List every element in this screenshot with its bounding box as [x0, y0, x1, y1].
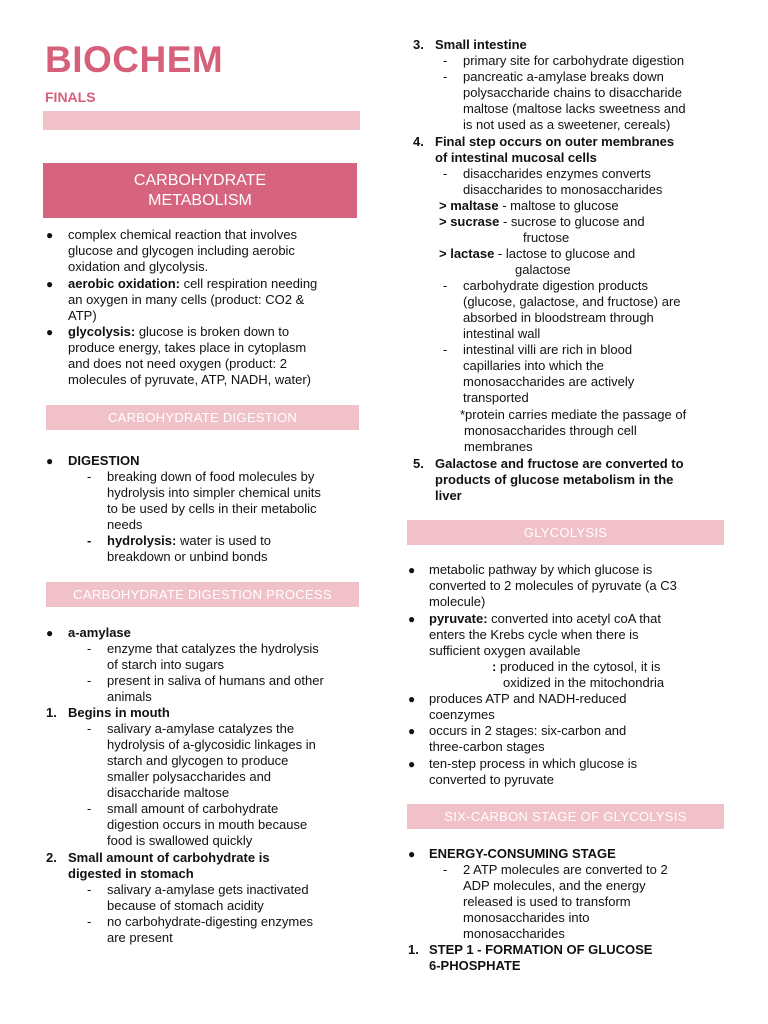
list-heading-amylase: a-amylase [68, 625, 131, 640]
dash-marker: - [87, 721, 92, 736]
section-heading-carbohydrate-digestion: CARBOHYDRATE DIGESTION [46, 405, 359, 430]
bullet-marker: ● [408, 692, 416, 706]
section-heading-line: CARBOHYDRATE [133, 171, 267, 189]
dash-marker: - [443, 862, 448, 877]
number-marker: 3. [413, 37, 424, 52]
list-item: present in saliva of humans and other animals [107, 673, 324, 704]
note: *protein carries mediate the passage of monosaccharides through cell membranes [460, 407, 687, 454]
term: aerobic oxidation: [68, 276, 180, 291]
enzyme-sucrase: > sucrase - sucrose to glucose and [439, 214, 645, 229]
list-item: ten-step process in which glucose is converted to pyruvate [429, 756, 638, 787]
list-item: produces ATP and NADH-reduced coenzymes [429, 691, 627, 722]
bullet-marker: ● [408, 847, 416, 861]
number-marker: 5. [413, 456, 424, 471]
list-item: primary site for carbohydrate digestion [463, 53, 685, 68]
number-marker: 1. [408, 942, 419, 957]
list-item: no carbohydrate-digesting enzymes are present [107, 914, 313, 945]
list-item-continuation: : produced in the cytosol, it is [492, 659, 661, 674]
dash-marker: - [87, 801, 92, 816]
step-heading: Final step occurs on outer membranes of intestinal mucosal cells [435, 134, 675, 165]
list-item-continuation: oxidized in the mitochondria [503, 675, 665, 690]
list-item: carbohydrate digestion products (glucose, galactose, and fructose) are absorbed in bloodstream through intestinal wall [463, 278, 681, 341]
dash-marker: - [87, 469, 92, 484]
list-item: hydrolysis: water is used to breakdown or unbind bonds [107, 533, 272, 564]
bullet-marker: ● [408, 612, 416, 626]
list-item: complex chemical reaction that involves glucose and glycogen including aerobic oxidation and glycolysis. [68, 227, 298, 274]
dash-marker: - [87, 914, 92, 929]
decorative-bar [43, 111, 360, 130]
bullet-marker: ● [408, 563, 416, 577]
enzyme-lactase-cont: galactose [515, 262, 571, 277]
bullet-marker: ● [46, 277, 54, 291]
term: glycolysis: [68, 324, 136, 339]
dash-marker: - [87, 533, 92, 548]
list-item: metabolic pathway by which glucose is converted to 2 molecules of pyruvate (a C3 molecule) [429, 562, 677, 609]
number-marker: 2. [46, 850, 57, 865]
list-item: glycolysis: glucose is broken down to produce energy, takes place in cytoplasm and does not need oxygen (product: 2 molecules of pyruvate, ATP, NADH, water) [68, 324, 312, 387]
number-marker: 1. [46, 705, 57, 720]
list-item: aerobic oxidation: cell respiration needing an oxygen in many cells (product: CO2 & ATP) [68, 276, 318, 323]
list-item: breaking down of food molecules by hydrolysis into simpler chemical units to be used by cells in their metabolic needs [107, 469, 321, 532]
bullet-marker: ● [46, 325, 54, 339]
bullet-marker: ● [408, 724, 416, 738]
list-heading-energy-consuming: ENERGY-CONSUMING STAGE [429, 846, 616, 861]
bullet-marker: ● [46, 228, 54, 242]
bullet-marker: ● [408, 757, 416, 771]
page-subtitle: FINALS [45, 89, 96, 105]
dash-marker: - [87, 882, 92, 897]
list-item: salivary a-amylase catalyzes the hydrolysis of a-glycosidic linkages in starch and glycogen to produce smaller polysaccharides and disaccharide maltose [107, 721, 316, 800]
section-heading-glycolysis: GLYCOLYSIS [407, 520, 724, 545]
enzyme-lactase: > lactase - lactose to glucose and [439, 246, 636, 261]
step-heading: Galactose and fructose are converted to products of glucose metabolism in the liver [435, 456, 684, 503]
dash-marker: - [443, 69, 448, 84]
list-item: pancreatic a-amylase breaks down polysaccharide chains to disaccharide maltose (maltose lacks sweetness and is not used as a sweetener, cereals) [463, 69, 686, 132]
dash-marker: - [443, 278, 448, 293]
section-heading-carbohydrate-metabolism [43, 163, 357, 218]
list-item: small amount of carbohydrate digestion occurs in mouth because food is swallowed quickly [107, 801, 308, 848]
step-heading: Begins in mouth [68, 705, 170, 720]
list-item: disaccharides enzymes converts disaccharides to monosaccharides [463, 166, 663, 197]
list-item: 2 ATP molecules are converted to 2 ADP molecules, and the energy released is used to transform monosaccharides into monosaccharides [463, 862, 668, 941]
list-item: pyruvate: converted into acetyl coA that enters the Krebs cycle when there is sufficient oxygen available [429, 611, 661, 658]
bullet-marker: ● [46, 454, 54, 468]
section-heading-line: METABOLISM [148, 191, 252, 209]
term: hydrolysis: [107, 533, 177, 548]
dash-marker: - [87, 673, 92, 688]
list-item: salivary a-amylase gets inactivated because of stomach acidity [107, 882, 309, 913]
list-item: enzyme that catalyzes the hydrolysis of starch into sugars [107, 641, 319, 672]
list-item: intestinal villi are rich in blood capillaries into which the monosaccharides are actively transported [463, 342, 635, 405]
dash-marker: - [443, 53, 448, 68]
step-heading: Small intestine [435, 37, 527, 52]
page-title: BIOCHEM [45, 39, 224, 80]
enzyme-sucrase-cont: fructose [523, 230, 570, 245]
list-item: occurs in 2 stages: six-carbon and three-carbon stages [429, 723, 627, 754]
dash-marker: - [87, 641, 92, 656]
list-heading-digestion: DIGESTION [68, 453, 140, 468]
dash-marker: - [443, 342, 448, 357]
step-heading: STEP 1 - FORMATION OF GLUCOSE 6-PHOSPHATE [429, 942, 653, 973]
dash-marker: - [443, 166, 448, 181]
number-marker: 4. [413, 134, 424, 149]
section-heading-digestion-process: CARBOHYDRATE DIGESTION PROCESS [46, 582, 359, 607]
section-heading-six-carbon-stage: SIX-CARBON STAGE OF GLYCOLYSIS [407, 804, 724, 829]
step-heading: Small amount of carbohydrate is digested in stomach [68, 850, 270, 881]
bullet-marker: ● [46, 626, 54, 640]
enzyme-maltase: > maltase - maltose to glucose [439, 198, 619, 213]
term: pyruvate: [429, 611, 488, 626]
